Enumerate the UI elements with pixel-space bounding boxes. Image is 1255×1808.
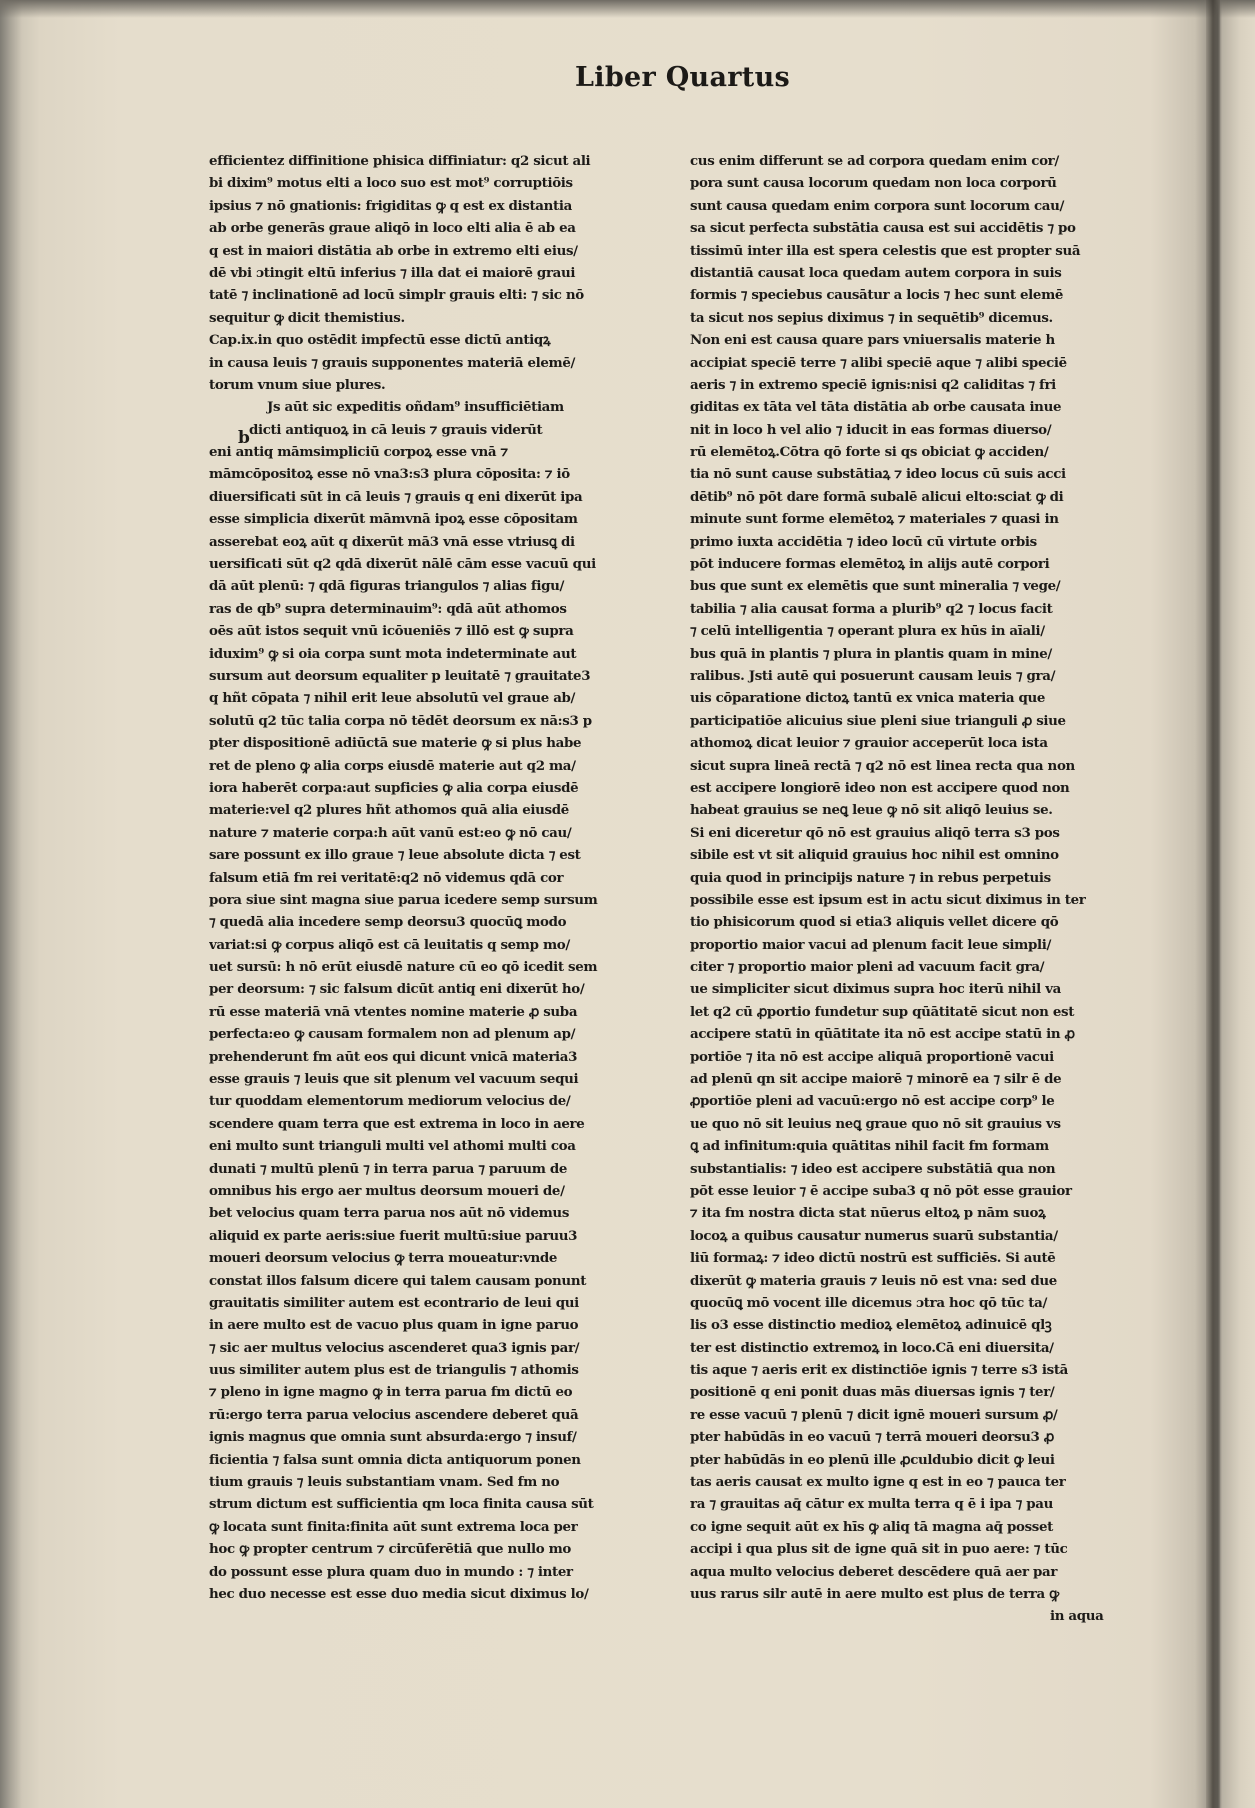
text-line: q est in maiori distātia ab orbe in extremo elti eius/ [209, 242, 578, 259]
running-head: Liber Quartus [575, 62, 790, 93]
text-line: rū elemētoꝝ.Cōtra qō forte si qs obiciat ꝙ acciden/ [690, 444, 1049, 461]
text-line: athomoꝝ dicat leuior ⁊ grauior acceperūt loca ista [690, 735, 1048, 752]
text-line: oēs aūt istos sequit vnū icōueniēs ⁊ illō est ꝙ supra [209, 623, 574, 640]
text-line: do possunt esse plura quam duo in mundo : ⁊ inter [209, 1563, 573, 1580]
text-line: tium grauis ⁊ leuis substantiam vnam. Sed fm no [209, 1474, 560, 1491]
text-line: accipiat speciē terre ⁊ alibi speciē aque ⁊ alibi speciē [690, 354, 1067, 371]
text-line: bet velocius quam terra parua nos aūt nō videmus [209, 1205, 570, 1222]
text-line: ꝙ locata sunt finita:finita aūt sunt extrema loca per [209, 1518, 578, 1535]
text-line: materie:vel q2 plures hñt athomos quā alia eiusdē [209, 802, 569, 819]
text-line: ralibus. Jsti autē qui posuerunt causam leuis ⁊ gra/ [690, 667, 1056, 684]
text-line: substantialis: ⁊ ideo est accipere substātiā qua non [690, 1160, 1056, 1177]
text-line: uus rarus silr autē in aere multo est plus de terra ꝙ [690, 1586, 1059, 1602]
text-line: Non eni est causa quare pars vniuersalis materie h [690, 332, 1055, 349]
text-line: uersificati sūt q2 qdā dixerūt nālē cām esse vacuū qui [209, 556, 596, 573]
text-line: re esse vacuū ⁊ plenū ⁊ dicit ignē moueri sursum ꝓ/ [690, 1406, 1058, 1423]
marginal-letter: b [238, 428, 250, 448]
text-line: bus que sunt ex elemētis que sunt mineralia ⁊ vege/ [690, 578, 1061, 595]
text-line: solutū q2 tūc talia corpa nō tēdēt deorsum ex nā:s3 p [209, 712, 592, 729]
text-line: moueri deorsum velocius ꝙ terra moueatur:vnde [209, 1250, 558, 1267]
text-line: habeat grauius se neꝗ leue ꝙ nō sit aliqō leuius se. [690, 802, 1053, 819]
text-line: variat:si ꝙ corpus aliqō est cā leuitatis q semp mo/ [209, 936, 570, 953]
text-line: Si eni diceretur qō nō est grauius aliqō terra s3 pos [690, 824, 1060, 841]
text-line: cus enim differunt se ad corpora quedam enim cor/ [690, 153, 1059, 169]
text-line: ras de qb⁹ supra determinauim⁹: qdā aūt athomos [209, 600, 567, 617]
text-line: nature ⁊ materie corpa:h aūt vanū est:eo ꝙ nō cau/ [209, 824, 572, 841]
text-line: possibile esse est ipsum est in actu sicut diximus in ter [690, 891, 1086, 908]
text-line: tatē ⁊ inclinationē ad locū simplr grauis elti: ⁊ sic nō [209, 287, 584, 304]
text-line: aliquid ex parte aeris:siue fuerit multū:siue paruu3 [209, 1227, 578, 1244]
text-line: uis cōparatione dictoꝝ tantū ex vnica materia que [690, 690, 1046, 707]
text-line: sa sicut perfecta substātia causa est sui accidētis ⁊ po [690, 220, 1076, 237]
text-line: torum vnum siue plures. [209, 376, 386, 393]
text-line: ⁊ ita fm nostra dicta stat nūerus eltoꝝ p nām suoꝝ [690, 1205, 1046, 1222]
text-line: ter est distinctio extremoꝝ in loco.Cā eni diuersita/ [690, 1339, 1054, 1356]
text-line: sursum aut deorsum equaliter p leuitatē ⁊ grauitate3 [209, 667, 591, 684]
text-line: dē vbi ɔtingit eltū inferius ⁊ illa dat ei maiorē graui [209, 264, 576, 281]
text-line: ꝗ ad infinitum:quia quātitas nihil facit fm formam [690, 1138, 1049, 1155]
text-line: ⁊ quedā alia incedere semp deorsu3 quocūꝗ modo [209, 914, 567, 931]
right-text-column [690, 150, 1126, 1628]
text-line: constat illos falsum dicere qui talem causam ponunt [209, 1272, 587, 1289]
page-gutter-edge [1206, 0, 1220, 1808]
text-line: q hñt cōpata ⁊ nihil erit leue absolutū vel graue ab/ [209, 690, 576, 707]
text-line: ipsius ⁊ nō gnationis: frigiditas ꝙ q est ex distantia [209, 197, 572, 214]
text-line: diuersificati sūt in cā leuis ⁊ grauis q eni dixerūt ipa [209, 488, 583, 505]
text-line: asserebat eoꝝ aūt q dixerūt mā3 vnā esse vtriusꝗ di [209, 533, 575, 550]
text-line: let q2 cū ꝓportio fundetur sup qūātitatē sicut non est [690, 1003, 1075, 1020]
text-line: uet sursū: h nō erūt eiusdē nature cū eo qō icedit sem [209, 959, 598, 976]
text-line: primo iuxta accidētia ⁊ ideo locū cū virtute orbis [690, 533, 1037, 550]
text-line: ue quo nō sit leuius neꝗ graue quo nō sit grauius vs [690, 1115, 1061, 1132]
text-line: pora sunt causa locorum quedam non loca corporū [690, 175, 1057, 192]
text-line: tas aeris causat ex multo igne q est in eo ⁊ pauca ter [690, 1474, 1066, 1491]
text-line: ⁊ celū intelligentia ⁊ operant plura ex hūs in aīali/ [690, 623, 1045, 640]
text-line: omnibus his ergo aer multus deorsum moueri de/ [209, 1182, 565, 1199]
text-line: bus quā in plantis ⁊ plura in plantis quam in mine/ [690, 645, 1052, 662]
text-line: ignis magnus que omnia sunt absurda:ergo ⁊ insuf/ [209, 1429, 577, 1446]
text-line: pōt esse leuior ⁊ ē accipe suba3 q nō pōt esse grauior [690, 1182, 1072, 1199]
text-line: pora siue sint magna siue parua icedere semp sursum [209, 891, 598, 908]
text-line: hec duo necesse est esse duo media sicut diximus lo/ [209, 1586, 589, 1602]
text-line: per deorsum: ⁊ sic falsum dicūt antiq eni dixerūt ho/ [209, 981, 585, 998]
text-line: aeris ⁊ in extremo speciē ignis:nisi q2 caliditas ⁊ fri [690, 376, 1056, 393]
text-line: rū:ergo terra parua velocius ascendere deberet quā [209, 1406, 579, 1423]
text-line: accipere statū in qūātitate ita nō est accipe statū in ꝓ [690, 1026, 1075, 1043]
text-line: ra ⁊ grauitas aq̄ cātur ex multa terra q ē i ipa ⁊ pau [690, 1496, 1053, 1513]
text-line: sequitur ꝙ dicit themistius. [209, 309, 405, 326]
text-line: tio phisicorum quod si etia3 aliquis vellet dicere qō [690, 914, 1059, 931]
text-line: ab orbe generās graue aliqō in loco elti alia ē ab ea [209, 220, 576, 237]
text-line: accipi i qua plus sit de igne quā sit in puo aere: ⁊ tūc [690, 1541, 1068, 1558]
text-line: tia nō sunt cause substātiaꝝ ⁊ ideo locus cū suis acci [690, 466, 1066, 483]
text-line: tabilia ⁊ alia causat forma a plurib⁹ q2 ⁊ locus facit [690, 600, 1053, 617]
text-line: eni antiq māmsimpliciū corpoꝝ esse vnā ⁊ [209, 444, 508, 461]
text-line: pter dispositionē adiūctā sue materie ꝙ si plus habe [209, 735, 582, 752]
text-line: sare possunt ex illo graue ⁊ leue absolute dicta ⁊ est [209, 847, 581, 864]
text-line: uus similiter autem plus est de triangulis ⁊ athomis [209, 1362, 579, 1379]
text-line: falsum etiā fm rei veritatē:q2 nō videmus qdā cor [209, 869, 564, 886]
text-line: nit in loco h vel alio ⁊ iducit in eas formas diuerso/ [690, 421, 1052, 438]
text-line: tis aque ⁊ aeris erit ex distinctiōe ignis ⁊ terre s3 istā [690, 1362, 1068, 1379]
text-line: māmcōpositoꝝ esse nō vna3:s3 plura cōposita: ⁊ iō [209, 466, 570, 483]
text-line: quocūꝗ mō vocent ille dicemus ɔtra hoc qō tūc ta/ [690, 1294, 1047, 1311]
text-line: iora haberēt corpa:aut supficies ꝙ alia corpa eiusdē [209, 779, 579, 796]
text-line: sunt causa quedam enim corpora sunt locorum cau/ [690, 197, 1065, 214]
text-line: ⁊ sic aer multus velocius ascenderet qua3 ignis par/ [209, 1339, 580, 1356]
text-line: Js aūt sic expeditis oñdam⁹ insufficiētiam [267, 399, 564, 416]
top-shadow [0, 0, 1255, 18]
left-text-column [209, 150, 645, 1605]
text-line: sicut supra lineā rectā ⁊ q2 nō est linea recta qua non [690, 757, 1075, 774]
text-line: perfecta:eo ꝙ causam formalem non ad plenum ap/ [209, 1026, 576, 1043]
text-line: giditas ex tāta vel tāta distātia ab orbe causata inue [690, 399, 1062, 416]
text-line: iduxim⁹ ꝙ si oia corpa sunt mota indeterminate aut [209, 645, 577, 662]
text-line: est accipere longiorē ideo non est accipere quod non [690, 779, 1070, 796]
text-line: pōt inducere formas elemētoꝝ in alijs autē corpori [690, 556, 1050, 573]
text-line: formis ⁊ speciebus causātur a locis ⁊ hec sunt elemē [690, 287, 1064, 304]
text-line: esse simplicia dixerūt māmvnā ipoꝝ esse cōpositam [209, 511, 578, 528]
text-line: ꝓportiōe pleni ad vacuū:ergo nō est accipe corp⁹ le [690, 1093, 1055, 1110]
text-line: sibile est vt sit aliquid grauius hoc nihil est omnino [690, 847, 1059, 864]
text-line: hoc ꝙ propter centrum ⁊ circūferētiā que nullo mo [209, 1541, 571, 1558]
text-line: pter habūdās in eo plenū ille ꝓculdubio dicit ꝙ leui [690, 1451, 1055, 1468]
text-line: dētib⁹ nō pōt dare formā subalē alicui elto:sciat ꝙ di [690, 488, 1064, 505]
text-line: pter habūdās in eo vacuū ⁊ terrā moueri deorsu3 ꝓ [690, 1429, 1054, 1446]
text-line: strum dictum est sufficientia qm loca finita causa sūt [209, 1496, 594, 1513]
text-line: dā aūt plenū: ⁊ qdā figuras triangulos ⁊ alias figu/ [209, 578, 565, 595]
text-line: positionē q eni ponit duas mās diuersas ignis ⁊ ter/ [690, 1384, 1055, 1401]
text-line: ficientia ⁊ falsa sunt omnia dicta antiquorum ponen [209, 1451, 581, 1468]
text-line: participatiōe alicuius siue pleni siue trianguli ꝓ siue [690, 712, 1066, 729]
text-line: quia quod in principijs nature ⁊ in rebus perpetuis [690, 869, 1051, 886]
text-line: rū esse materiā vnā vtentes nomine materie ꝓ suba [209, 1003, 578, 1020]
text-line: ad plenū qn sit accipe maiorē ⁊ minorē ea ⁊ silr ē de [690, 1071, 1062, 1088]
text-line: lis o3 esse distinctio medioꝝ elemētoꝝ adinuicē qlꝫ [690, 1317, 1052, 1334]
text-line: dixerūt ꝙ materia grauis ⁊ leuis nō est vna: sed due [690, 1272, 1057, 1289]
text-line: eni multo sunt trianguli multi vel athomi multi coa [209, 1138, 576, 1155]
text-line: aqua multo velocius deberet descēdere quā aer par [690, 1563, 1058, 1580]
text-line: tur quoddam elementorum mediorum velocius de/ [209, 1093, 571, 1110]
text-line: citer ⁊ proportio maior pleni ad vacuum facit gra/ [690, 959, 1045, 976]
text-line: liū formaꝝ: ⁊ ideo dictū nostrū est sufficiēs. Si autē [690, 1250, 1056, 1267]
text-line: locoꝝ a quibus causatur numerus suarū substantia/ [690, 1227, 1058, 1244]
text-line: co igne sequit aūt ex hīs ꝙ aliq tā magna aq̄ posset [690, 1518, 1053, 1535]
text-line: esse grauis ⁊ leuis que sit plenum vel vacuum sequi [209, 1071, 579, 1088]
text-line: bi dixim⁹ motus elti a loco suo est mot⁹ corruptiōis [209, 175, 573, 192]
text-line: proportio maior vacui ad plenum facit leue simpli/ [690, 936, 1051, 953]
text-line: minute sunt forme elemētoꝝ ⁊ materiales ⁊ quasi in [690, 511, 1059, 528]
text-line: tissimū inter illa est spera celestis que est propter suā [690, 242, 1081, 259]
text-line: dicti antiquoꝝ in cā leuis ⁊ grauis viderūt [249, 421, 543, 438]
text-line: scendere quam terra que est extrema in loco in aere [209, 1115, 585, 1132]
text-line: Cap.ix.in quo ostēdit impfectū esse dictū antiqꝝ [209, 332, 551, 349]
text-line: in aere multo est de vacuo plus quam in igne paruo [209, 1317, 579, 1334]
text-line: efficientez diffinitione phisica diffiniatur: q2 sicut ali [209, 153, 591, 169]
text-line: dunati ⁊ multū plenū ⁊ in terra parua ⁊ paruum de [209, 1160, 568, 1177]
text-line: in aqua [1050, 1608, 1104, 1625]
text-line: distantiā causat loca quedam autem corpora in suis [690, 264, 1062, 281]
text-line: ret de pleno ꝙ alia corps eiusdē materie aut q2 ma/ [209, 757, 576, 774]
text-line: prehenderunt fm aūt eos qui dicunt vnicā materia3 [209, 1048, 578, 1065]
text-line: grauitatis similiter autem est econtrario de leui qui [209, 1294, 579, 1311]
text-line: ta sicut nos sepius diximus ⁊ in sequētib⁹ dicemus. [690, 309, 1053, 326]
text-line: portiōe ⁊ ita nō est accipe aliquā proportionē vacui [690, 1048, 1054, 1065]
text-line: in causa leuis ⁊ grauis supponentes materiā elemē/ [209, 354, 576, 371]
text-line: ue simpliciter sicut diximus supra hoc iterū nihil va [690, 981, 1061, 998]
text-line: ⁊ pleno in igne magno ꝙ in terra parua fm dictū eo [209, 1384, 573, 1401]
